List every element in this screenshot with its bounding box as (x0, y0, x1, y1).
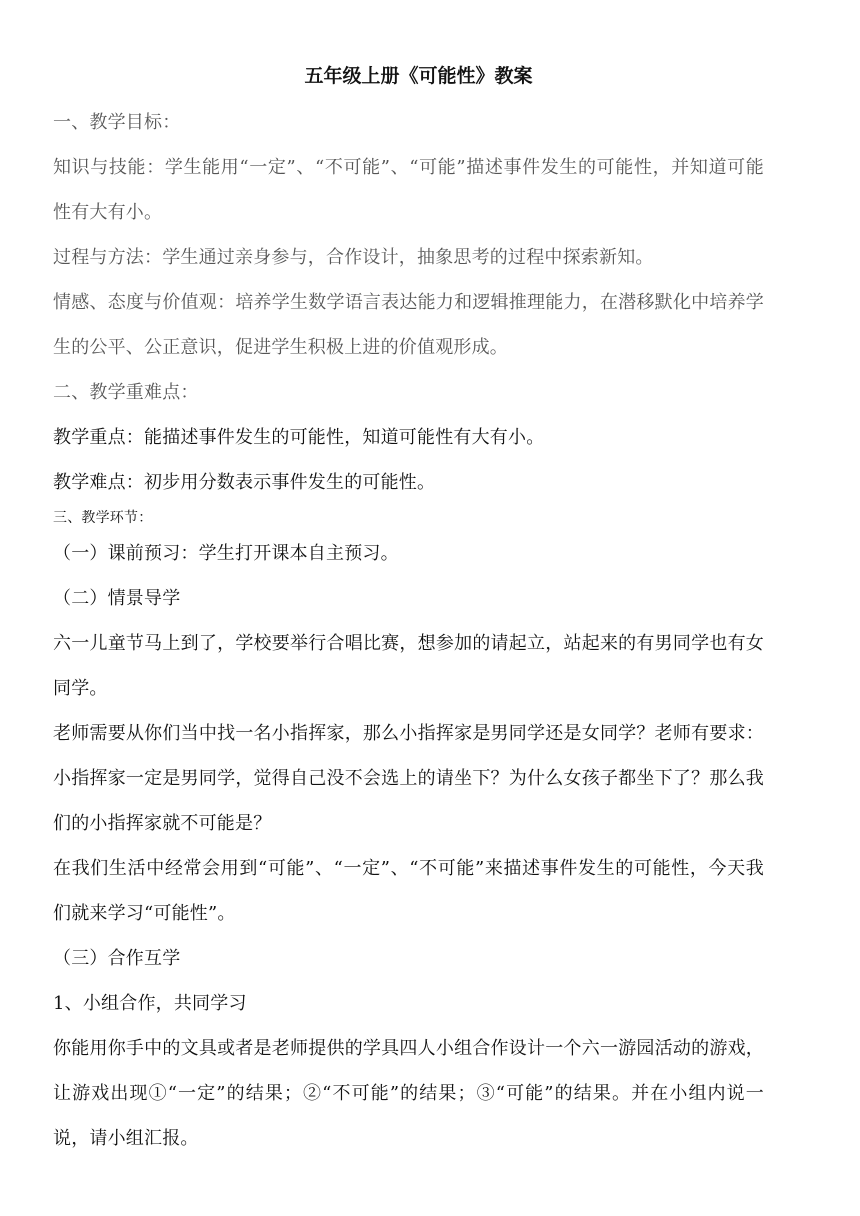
paragraph-game-design: 你能用你手中的文具或者是老师提供的学具四人小组合作设计一个六一游园活动的游戏，让游戏出现①“一定”的结果；②“不可能”的结果；③“可能”的结果。并在小组内说一说，请小组汇报。 (53, 1038, 764, 1149)
paragraph-childrens-day: 六一儿童节马上到了，学校要举行合唱比赛，想参加的请起立，站起来的有男同学也有女同学。 (53, 633, 764, 699)
document-title: 五年级上册《可能性》教案 (304, 65, 533, 87)
paragraph-daily-life: 在我们生活中经常会用到“可能”、“一定”、“不可能”来描述事件发生的可能性，今天我们就来学习“可能性”。 (53, 858, 764, 924)
subheading-scenario: （二）情景导学 (53, 588, 181, 609)
paragraph-process-methods: 过程与方法：学生通过亲身参与，合作设计，抽象思考的过程中探索新知。 (53, 247, 654, 268)
subheading-cooperation: （三）合作互学 (53, 948, 181, 969)
section-heading-key-points: 二、教学重难点： (53, 382, 199, 403)
paragraph-conductor: 老师需要从你们当中找一名小指挥家，那么小指挥家是男同学还是女同学？老师有要求：小指挥家一定是男同学，觉得自己没不会选上的请坐下？为什么女孩子都坐下了？那么我们的小指挥家就不可能是？ (53, 723, 764, 834)
subheading-group-work: 1、小组合作，共同学习 (53, 993, 247, 1014)
section-heading-objectives: 一、教学目标： (53, 112, 181, 133)
paragraph-difficult-point: 教学难点：初步用分数表示事件发生的可能性。 (53, 472, 436, 493)
paragraph-knowledge-skills: 知识与技能：学生能用“一定”、“不可能”、“可能”描述事件发生的可能性，并知道可能性有大有小。 (53, 157, 764, 223)
paragraph-attitudes-values: 情感、态度与价值观：培养学生数学语言表达能力和逻辑推理能力，在潜移默化中培养学生的公平、公正意识，促进学生积极上进的价值观形成。 (53, 292, 764, 358)
subheading-preview: （一）课前预习：学生打开课本自主预习。 (53, 543, 399, 564)
section-heading-teaching-steps: 三、教学环节： (53, 510, 153, 526)
paragraph-key-point: 教学重点：能描述事件发生的可能性，知道可能性有大有小。 (53, 427, 545, 448)
